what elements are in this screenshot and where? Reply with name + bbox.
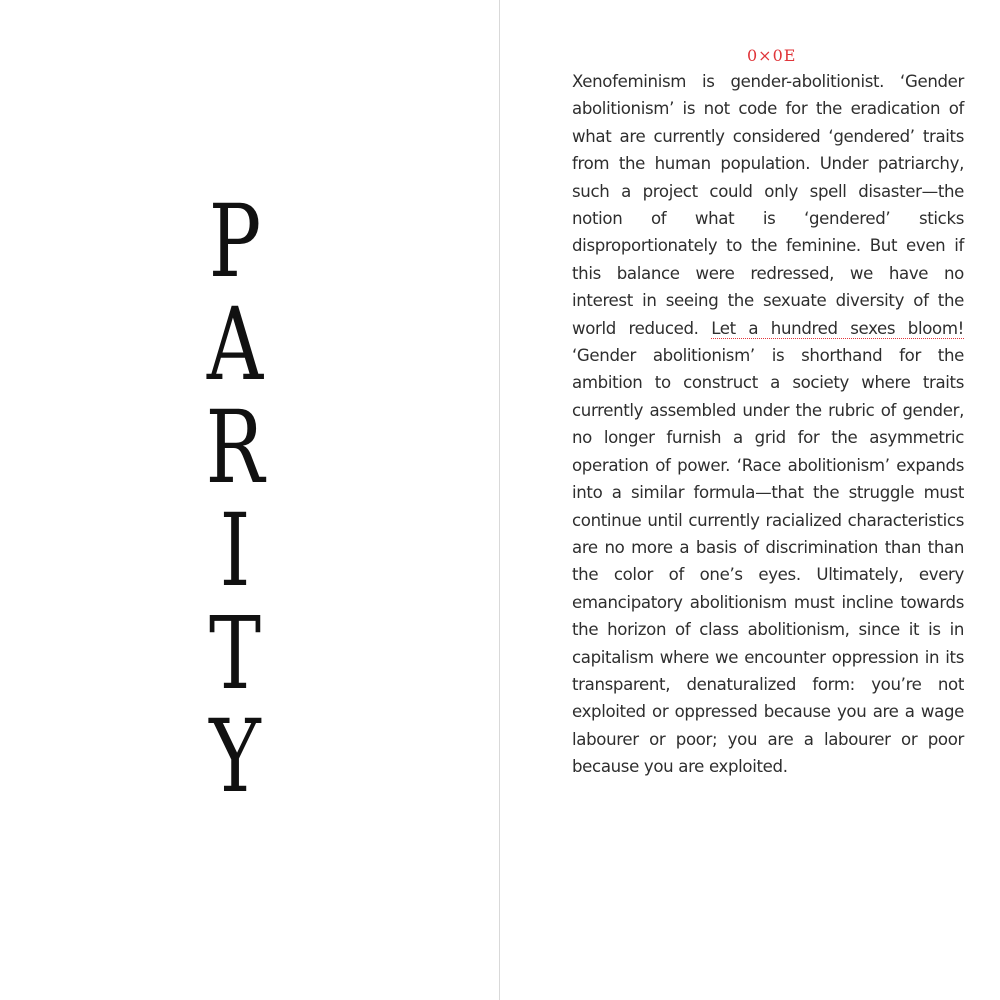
vertical-title bbox=[180, 183, 290, 815]
left-page bbox=[0, 0, 499, 1000]
page-gutter bbox=[499, 0, 500, 1000]
paragraph-text-after: ‘Gender abolitionism’ is shorthand for the ambition to construct a society where traits currently assembled under the rubric of gender, no longer furnish a grid for the asymmetric operation of power. ‘Race abolitionism’ expands into a similar formula—that the struggle must continue until currently racialized characteristics are no more a basis of discrimination than than the color of one’s eyes. Ultimately, every emancipatory abolitionism must incline towards the horizon of class abolitionism, since it is in capitalism where we encounter oppression in its transparent, denaturalized form: you’re not exploited or oppressed because you are a wage labourer or poor; you are a labourer or poor because you are exploited. bbox=[572, 346, 964, 777]
chapter-mark: 0×0E bbox=[747, 46, 797, 65]
title-letter: T bbox=[208, 595, 262, 712]
highlighted-phrase[interactable]: Let a hundred sexes bloom! bbox=[711, 318, 964, 338]
body-paragraph bbox=[572, 68, 964, 781]
paragraph-text-before: Xenofeminism is gender-abolitionist. ‘Gender abolitionism’ is not code for the eradication of what are currently considered ‘gendered’ traits from the human population. Under patriarchy, such a project could only spell disaster—the notion of what is ‘gendered’ sticks disproportionately to the feminine. But even if this balance were redressed, we have no interest in seeing the sexuate diversity of the world reduced. bbox=[572, 72, 964, 338]
title-letter: Y bbox=[209, 698, 261, 815]
title-letter: A bbox=[206, 286, 264, 403]
title-letter: R bbox=[205, 389, 265, 506]
title-letter: P bbox=[208, 183, 262, 300]
title-letter: I bbox=[219, 492, 251, 609]
right-page bbox=[501, 0, 1000, 1000]
